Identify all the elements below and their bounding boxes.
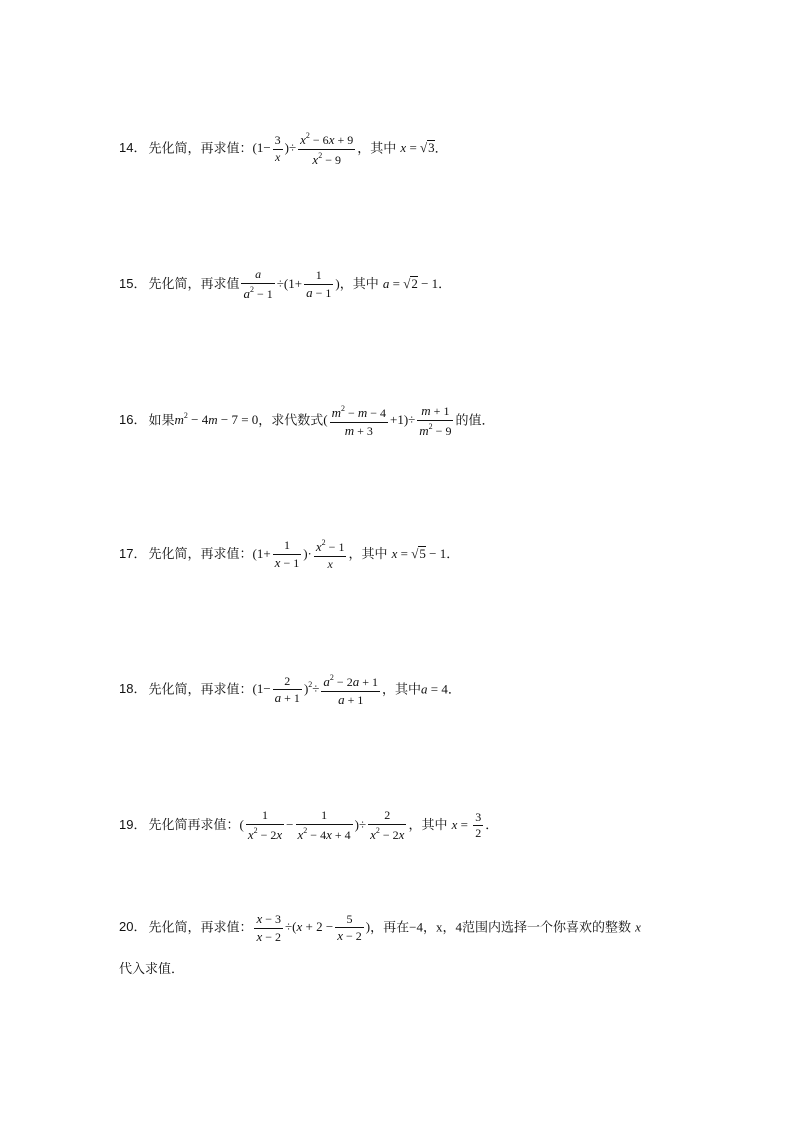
condition-label: ，再在 — [370, 920, 410, 936]
problem-instruction: 先化简，再求值 — [148, 276, 240, 292]
condition-value: a = √2 − 1 — [382, 275, 439, 291]
condition-label: ，其中 — [357, 141, 397, 157]
given-equation: $m^2 - 4m - 7 = 0$ — [174, 411, 259, 428]
problem-number: 18． — [119, 681, 147, 697]
problem-instruction: 先化简，再求值： — [148, 546, 253, 562]
problem-instruction: 先化简，再求值： — [148, 920, 253, 936]
period: ． — [438, 275, 452, 291]
condition-value: x = $\frac{3}{2}$ — [451, 809, 482, 841]
condition-label: ，其中 — [339, 276, 379, 292]
problem-number: 14． — [119, 140, 147, 156]
problem-20 — [119, 912, 641, 945]
problem-instruction: 先化简，再求值： — [148, 141, 253, 157]
problem-19 — [119, 809, 498, 843]
condition-value: a = 4 — [421, 681, 448, 697]
problem-instruction: 如果 — [148, 413, 175, 429]
problem-ending: 代入求值． — [119, 962, 185, 977]
problem-number: 20． — [119, 919, 147, 935]
problem-ending: 的值． — [455, 413, 495, 429]
problem-instruction-2: ，求代数式 — [258, 413, 324, 429]
math-expression: ( $\frac{1}{x^2 - 2x}$ − $\frac{1}{x^2 - 4x + 4}$ )÷ $\frac{2}{x^2 - 2x}$ — [239, 808, 405, 842]
period: ． — [446, 545, 460, 561]
math-expression: $\frac{x - 3}{x - 2}$ ÷(x + 2 − $\frac{5}{x - 2}$ ) — [256, 911, 371, 944]
problem-number: 19． — [119, 816, 147, 832]
problem-14 — [119, 131, 448, 168]
problem-instruction-2: 范围内选择一个你喜欢的整数 — [461, 920, 631, 936]
problem-18 — [119, 673, 461, 708]
value-range: −4，x，4 — [409, 919, 462, 935]
period: ． — [485, 816, 499, 832]
problem-number: 16． — [119, 412, 147, 428]
problem-number: 17． — [119, 545, 147, 561]
condition-label: ，其中 — [408, 817, 448, 833]
period: ． — [447, 681, 461, 697]
problem-instruction: 先化简，再求值： — [148, 682, 253, 698]
condition-label: ，其中 — [348, 546, 388, 562]
condition-value: x = √3 — [400, 140, 435, 156]
period: ． — [434, 140, 448, 156]
problem-17 — [119, 538, 459, 572]
condition-label: ，其中 — [381, 682, 421, 698]
math-expression: $\frac{a}{a^2 - 1}$ ÷(1+ $\frac{1}{a - 1}$ ) — [243, 267, 340, 301]
math-expression: (1− $\frac{2}{a + 1}$ )$^2$÷ $\frac{a^2 - 2a + 1}{a + 1}$ — [252, 673, 378, 707]
problem-20-continuation — [119, 958, 184, 977]
problem-number: 15． — [119, 275, 147, 291]
math-expression: ( $\frac{m^2 - m - 4}{m + 3}$ +1)÷ $\frac{m + 1}{m^2 - 9}$ — [323, 403, 452, 438]
variable: x — [635, 919, 641, 935]
math-expression: (1− $\frac{3}{x}$ )÷ $\frac{x^2 - 6x + 9}{x^2 - 9}$ — [252, 131, 354, 167]
math-expression: (1+ $\frac{1}{x - 1}$ )· $\frac{x^2 - 1}{x}$ — [252, 538, 345, 571]
problem-16 — [119, 404, 494, 439]
problem-15 — [119, 268, 451, 302]
condition-value: x = √5 − 1 — [391, 545, 447, 561]
problem-instruction: 先化简再求值： — [148, 817, 240, 833]
